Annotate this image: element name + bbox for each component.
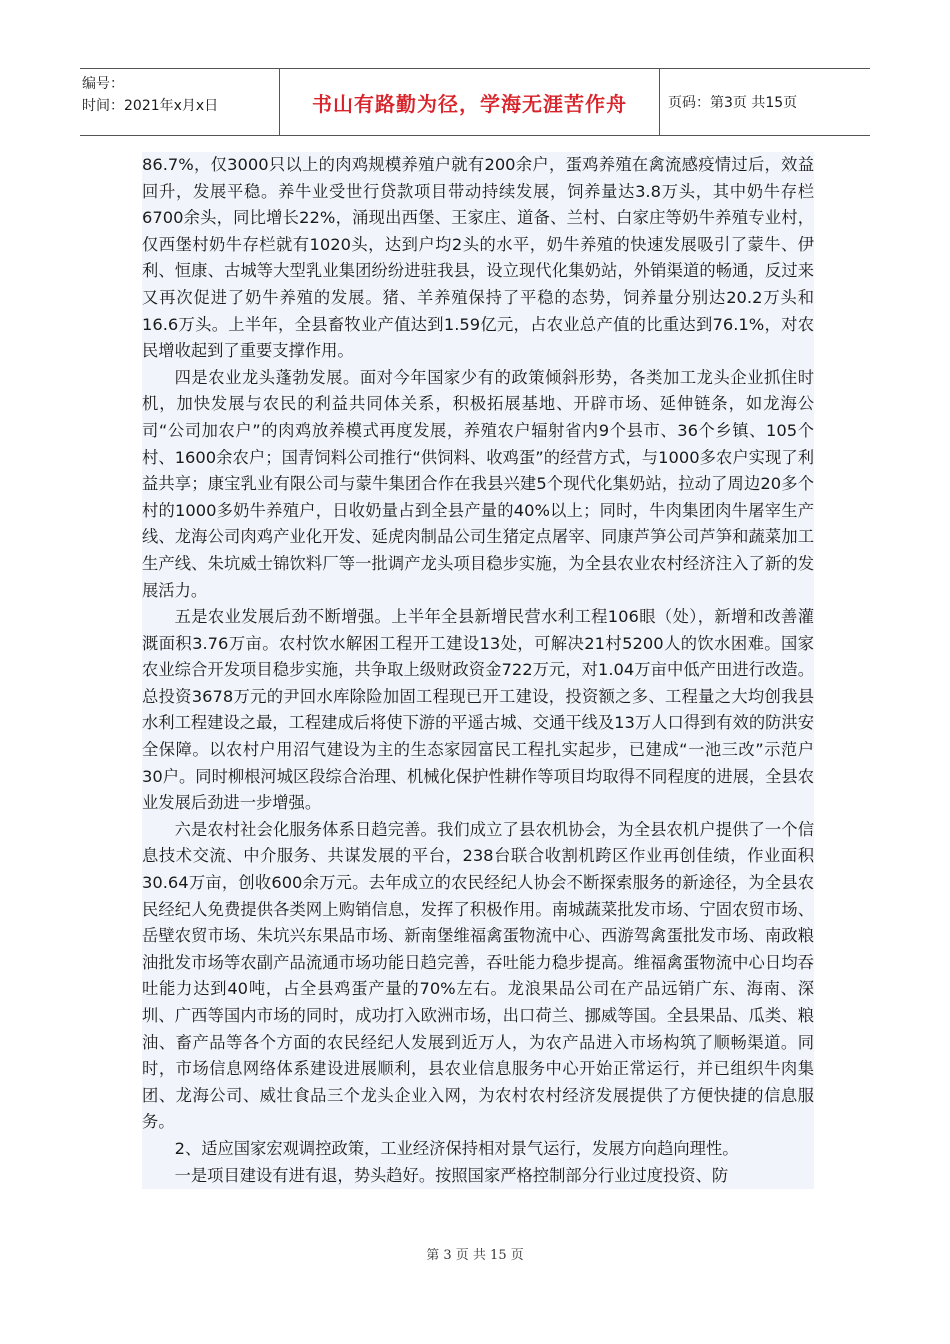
paragraph-project-construction: 一是项目建设有进有退，势头趋好。按照国家严格控制部分行业过度投资、防 [174, 1165, 729, 1185]
paragraph-agri-leading-enterprises: 四是农业龙头蓬勃发展。面对今年国家少有的政策倾斜形势，各类加工龙头企业抓住时机，加快发展与农民的利益共同体关系，积极拓展基地、开辟市场、延伸链条，如龙海公司“公司加农户”的肉鸡放养模式再度发展，养殖农户辐射省内9个县市、36个乡镇、105个村、1600余农户；国青饲料公司推行“供饲料、收鸡蛋”的经营方式，与1000多农户实现了利益共享；康宝乳业有限公司与蒙牛集团合作在我县兴建5个现代化集奶站，拉动了周边20多个村的1000多奶牛养殖户，日收奶量占到全县产量的40%以上；同时，牛肉集团肉牛屠宰生产线、龙海公司肉鸡产业化开发、延虎肉制品公司生猪定点屠宰、同康芦笋公司芦笋和蔬菜加工生产线、朱坑威士锦饮料厂等一批调产龙头项目稳步实施，为全县农业农村经济注入了新的发展活力。 [142, 367, 814, 600]
document-body [142, 152, 814, 1189]
document-date-label: 时间：2021年x月x日 [82, 98, 219, 114]
header-motto: 书山有路勤为径，学海无涯苦作舟 [280, 69, 660, 135]
document-number-label: 编号： [82, 76, 124, 92]
header-page-number: 页码：第3页 共15页 [668, 95, 798, 111]
paragraph-agri-development-momentum: 五是农业发展后劲不断增强。上半年全县新增民营水利工程106眼（处），新增和改善灌溉面积3.76万亩。农村饮水解困工程开工建设13处，可解决21村5200人的饮水困难。国家农业综合开发项目稳步实施，共争取上级财政资金722万元，对1.04万亩中低产田进行改造。总投资3678万元的尹回水库除险加固工程现已开工建设，投资额之多、工程量之大均创我县水利工程建设之最，工程建成后将使下游的平遥古城、交通干线及13万人口得到有效的防洪安全保障。以农村户用沼气建设为主的生态家园富民工程扎实起步，已建成“一池三改”示范户30户。同时柳根河城区段综合治理、机械化保护性耕作等项目均取得不同程度的进展，全县农业发展后劲进一步增强。 [142, 607, 814, 813]
header-meta [80, 69, 280, 135]
paragraph-rural-service-system: 六是农村社会化服务体系日趋完善。我们成立了县农机协会，为全县农机户提供了一个信息技术交流、中介服务、共谋发展的平台，238台联合收割机跨区作业再创佳绩，作业面积30.64万亩，创收600余万元。去年成立的农民经纪人协会不断探索服务的新途径，为全县农民经纪人免费提供各类网上购销信息，发挥了积极作用。南城蔬菜批发市场、宁固农贸市场、岳壁农贸市场、朱坑兴东果品市场、新南堡维福禽蛋物流中心、西游驾禽蛋批发市场、南政粮油批发市场等农副产品流通市场功能日趋完善，吞吐能力稳步提高。维福禽蛋物流中心日均吞吐能力达到40吨，占全县鸡蛋产量的70%左右。龙浪果品公司在产品远销广东、海南、深圳、广西等国内市场的同时，成功打入欧洲市场，出口荷兰、挪威等国。全县果品、瓜类、粮油、畜产品等各个方面的农民经纪人发展到近万人，为农产品进入市场构筑了顺畅渠道。同时，市场信息网络体系建设进展顺利，县农业信息服务中心开始正常运行，并已组织牛肉集团、龙海公司、威壮食品三个龙头企业入网，为农村农村经济发展提供了方便快捷的信息服务。 [142, 819, 814, 1132]
paragraph-continued: 86.7%，仅3000只以上的肉鸡规模养殖户就有200余户，蛋鸡养殖在禽流感疫情过后，效益回升，发展平稳。养牛业受世行贷款项目带动持续发展，饲养量达3.8万头，其中奶牛存栏6700余头，同比增长22%，涌现出西堡、王家庄、道备、兰村、白家庄等奶牛养殖专业村，仅西堡村奶牛存栏就有1020头，达到户均2头的水平，奶牛养殖的快速发展吸引了蒙牛、伊利、恒康、古城等大型乳业集团纷纷进驻我县，设立现代化集奶站，外销渠道的畅通，反过来又再次促进了奶牛养殖的发展。猪、羊养殖保持了平稳的态势，饲养量分别达20.2万头和16.6万头。上半年，全县畜牧业产值达到1.59亿元，占农业总产值的比重达到76.1%，对农民增收起到了重要支撑作用。 [142, 155, 814, 361]
page-header [80, 68, 870, 136]
paragraph-industrial-economy: 2、适应国家宏观调控政策，工业经济保持相对景气运行，发展方向趋向理性。 [174, 1138, 739, 1158]
page-footer: 第 3 页 共 15 页 [426, 1248, 524, 1263]
